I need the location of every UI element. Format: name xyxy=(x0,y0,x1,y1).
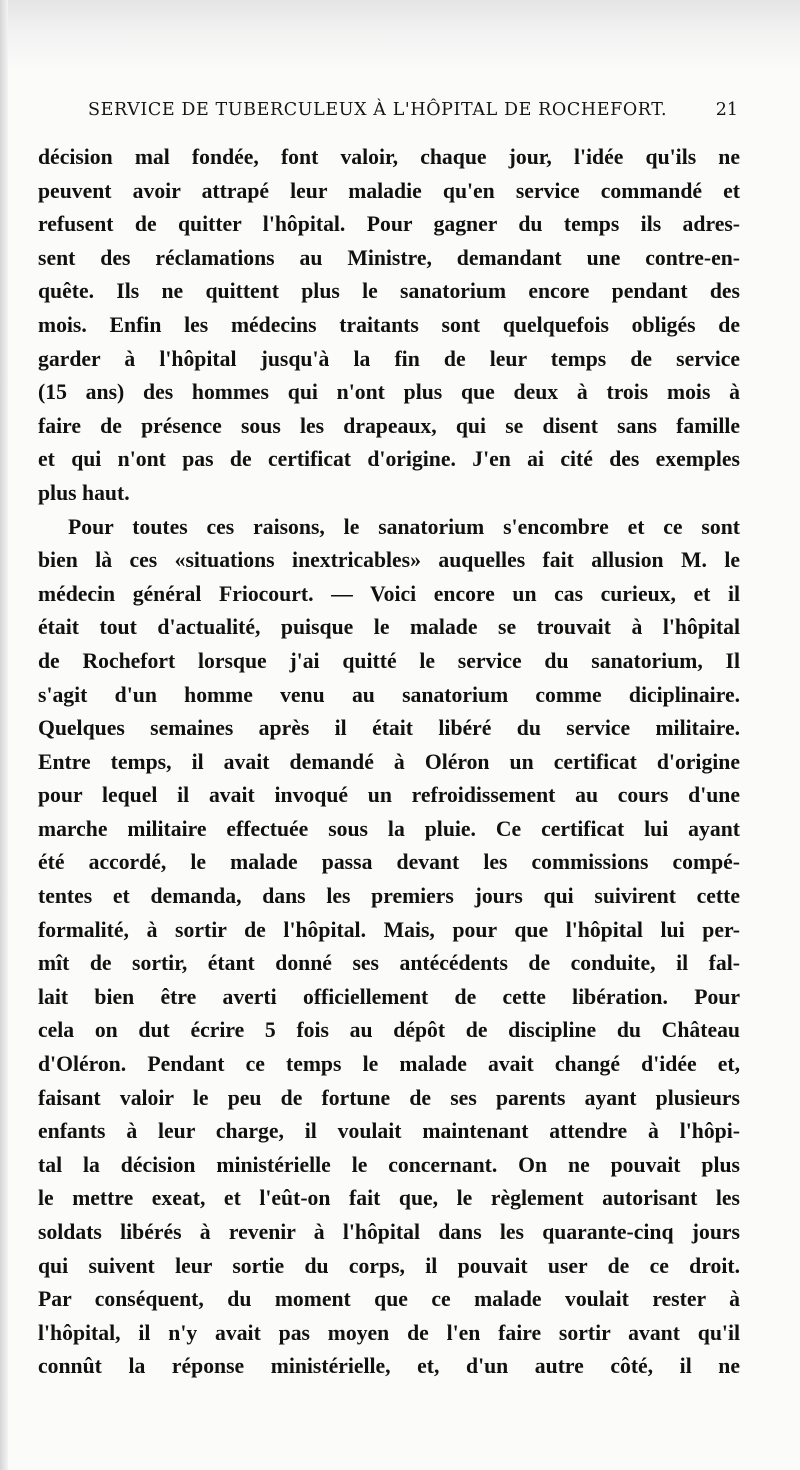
text-line: Entre temps, il avait demandé à Oléron un certificat d'origine xyxy=(38,749,740,774)
text-line: faire de présence sous les drapeaux, qui se disent sans famille xyxy=(38,413,740,438)
text-line: enfants à leur charge, il voulait maintenant attendre à l'hôpi- xyxy=(38,1119,740,1144)
text-line: connût la réponse ministérielle, et, d'un autre côté, il ne xyxy=(38,1354,740,1379)
text-line: Par conséquent, du moment que ce malade voulait rester à xyxy=(38,1287,740,1312)
text-line: médecin général Friocourt. — Voici encore un cas curieux, et il xyxy=(38,581,740,606)
text-line: soldats libérés à revenir à l'hôpital dans les quarante-cinq jours xyxy=(38,1220,740,1244)
text-line: garder à l'hôpital jusqu'à la fin de leur temps de service xyxy=(38,346,740,371)
text-line: pour lequel il avait invoqué un refroidissement au cours d'une xyxy=(38,783,740,808)
text-line: était tout d'actualité, puisque le malade se trouvait à l'hôpital xyxy=(38,615,740,640)
running-title: SERVICE DE TUBERCULEUX À L'HÔPITAL DE ROCHEFORT. xyxy=(88,100,668,120)
text-line: de Rochefort lorsque j'ai quitté le service du sanatorium, Il xyxy=(38,648,740,673)
text-line: d'Oléron. Pendant ce temps le malade avait changé d'idée et, xyxy=(38,1052,740,1077)
text-line: tal la décision ministérielle le concernant. On ne pouvait plus xyxy=(38,1152,740,1177)
scan-left-edge xyxy=(0,0,8,1470)
text-line: mois. Enfin les médecins traitants sont quelquefois obligés de xyxy=(38,312,740,337)
text-line: décision mal fondée, font valoir, chaque jour, l'idée qu'ils ne xyxy=(38,145,740,169)
text-line: et qui n'ont pas de certificat d'origine. J'en ai cité des exemples xyxy=(38,447,740,472)
text-line: quête. Ils ne quittent plus le sanatorium encore pendant des xyxy=(38,279,740,304)
text-line: tentes et demanda, dans les premiers jours qui suivirent cette xyxy=(38,884,740,909)
scan-top-shadow xyxy=(0,0,800,70)
text-line: été accordé, le malade passa devant les commissions compé- xyxy=(38,850,740,875)
text-line: Quelques semaines après il était libéré du service militaire. xyxy=(38,716,740,741)
page-number: 21 xyxy=(715,100,738,120)
text-line: bien là ces «situations inextricables» auquelles fait allusion M. le xyxy=(38,548,740,573)
text-line: (15 ans) des hommes qui n'ont plus que deux à trois mois à xyxy=(38,380,740,405)
text-line: cela on dut écrire 5 fois au dépôt de discipline du Château xyxy=(38,1018,740,1043)
text-line: s'agit d'un homme venu au sanatorium comme diciplinaire. xyxy=(38,682,740,707)
text-line: refusent de quitter l'hôpital. Pour gagner du temps ils adres- xyxy=(38,212,740,237)
text-line: qui suivent leur sortie du corps, il pouvait user de ce droit. xyxy=(38,1253,740,1278)
text-line: peuvent avoir attrapé leur maladie qu'en service commandé et xyxy=(38,178,740,203)
body-text xyxy=(38,141,740,1384)
text-line: formalité, à sortir de l'hôpital. Mais, pour que l'hôpital lui per- xyxy=(38,917,740,942)
text-line: plus haut. xyxy=(38,480,130,505)
text-line: mît de sortir, étant donné ses antécédents de conduite, il fal- xyxy=(38,951,740,976)
text-line: Pour toutes ces raisons, le sanatorium s'encombre et ce sont xyxy=(68,514,740,539)
text-line: le mettre exeat, et l'eût-on fait que, le règlement autorisant les xyxy=(38,1186,740,1211)
text-line: l'hôpital, il n'y avait pas moyen de l'en faire sortir avant qu'il xyxy=(38,1320,740,1345)
text-line: sent des réclamations au Ministre, demandant une contre-en- xyxy=(38,245,740,270)
running-header xyxy=(88,98,740,128)
text-line: lait bien être averti officiellement de cette libération. Pour xyxy=(38,984,740,1009)
text-line: marche militaire effectuée sous la pluie. Ce certificat lui ayant xyxy=(38,816,740,841)
text-line: faisant valoir le peu de fortune de ses parents ayant plusieurs xyxy=(38,1085,740,1110)
